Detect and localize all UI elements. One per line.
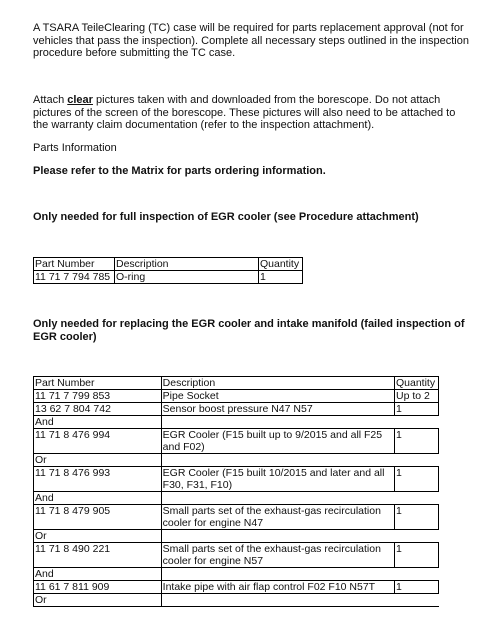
table-cell: 11 71 7 794 785 [34,271,115,284]
table-cell: And [34,492,162,505]
table-cell: And [34,568,162,581]
table-cell: 1 [395,505,439,530]
table-header-cell: Quantity [259,258,303,271]
table-row [34,505,439,530]
table-row [34,568,439,581]
table-cell [161,568,394,581]
table-row [34,530,439,543]
table-cell [395,492,439,505]
attach-text-after: pictures taken with and downloaded from the borescope. Do not attach pictures of the screen of the borescope. These pictures will also need to be attached to the warranty claim documentation (refer to the inspection attachment). [33,94,456,131]
table-cell [395,594,439,607]
table-row [34,403,439,416]
table-header-row [34,377,439,390]
table-cell [161,454,394,467]
table-row [34,271,303,284]
table-row [34,543,439,568]
table-cell: Small parts set of the exhaust-gas recirculation cooler for engine N57 [161,543,394,568]
section2-heading: Only needed for replacing the EGR cooler and intake manifold (failed inspection of EGR cooler) [33,318,465,343]
table-cell: Or [34,594,162,607]
table-header-cell: Description [115,258,259,271]
attach-text-before: Attach [33,94,68,106]
table-cell: Or [34,454,162,467]
table-cell: 13 62 7 804 742 [34,403,162,416]
table-cell: EGR Cooler (F15 built up to 9/2015 and all F25 and F02) [161,429,394,454]
table-cell: 1 [395,429,439,454]
table-cell [395,416,439,429]
table-row [34,467,439,492]
table-header-cell: Description [161,377,394,390]
table-cell [161,594,394,607]
table-cell: Up to 2 [395,390,439,403]
table-cell [395,454,439,467]
table-cell: 1 [395,581,439,594]
table-cell: 11 71 8 479 905 [34,505,162,530]
table-cell: O-ring [115,271,259,284]
table-cell: 1 [259,271,303,284]
section2-table [33,376,439,607]
table-cell: 1 [395,467,439,492]
table-row [34,492,439,505]
table-row [34,594,439,607]
table-cell: 1 [395,403,439,416]
table-cell: Pipe Socket [161,390,394,403]
table-row [34,454,439,467]
parts-info-label: Parts Information [33,142,117,154]
table-cell: Sensor boost pressure N47 N57 [161,403,394,416]
attach-paragraph [33,94,473,132]
table-cell [161,492,394,505]
table-cell: Or [34,530,162,543]
table-cell: 11 61 7 811 909 [34,581,162,594]
table-cell: Intake pipe with air flap control F02 F10 N57T [161,581,394,594]
section1-table [33,257,303,284]
table-cell [161,416,394,429]
table-cell: And [34,416,162,429]
table-cell: 11 71 8 490 221 [34,543,162,568]
table-row [34,429,439,454]
table-header-cell: Part Number [34,377,162,390]
table-cell: 1 [395,543,439,568]
table-cell: EGR Cooler (F15 built 10/2015 and later and all F30, F31, F10) [161,467,394,492]
table-row [34,416,439,429]
table-cell [395,530,439,543]
table-row [34,581,439,594]
matrix-note: Please refer to the Matrix for parts ordering information. [33,165,326,177]
table-header-cell: Quantity [395,377,439,390]
table-cell [161,530,394,543]
intro-paragraph: A TSARA TeileClearing (TC) case will be required for parts replacement approval (not for vehicles that pass the inspection). Complete all necessary steps outlined in the inspection procedure before submitting the TC case. [33,22,469,59]
attach-emphasis: clear [67,94,93,106]
section1-heading: Only needed for full inspection of EGR cooler (see Procedure attachment) [33,211,419,223]
table-cell: 11 71 7 799 853 [34,390,162,403]
table-row [34,390,439,403]
table-cell [395,568,439,581]
table-header-row [34,258,303,271]
table-cell: 11 71 8 476 994 [34,429,162,454]
table-header-cell: Part Number [34,258,115,271]
table-cell: 11 71 8 476 993 [34,467,162,492]
table-cell: Small parts set of the exhaust-gas recirculation cooler for engine N47 [161,505,394,530]
